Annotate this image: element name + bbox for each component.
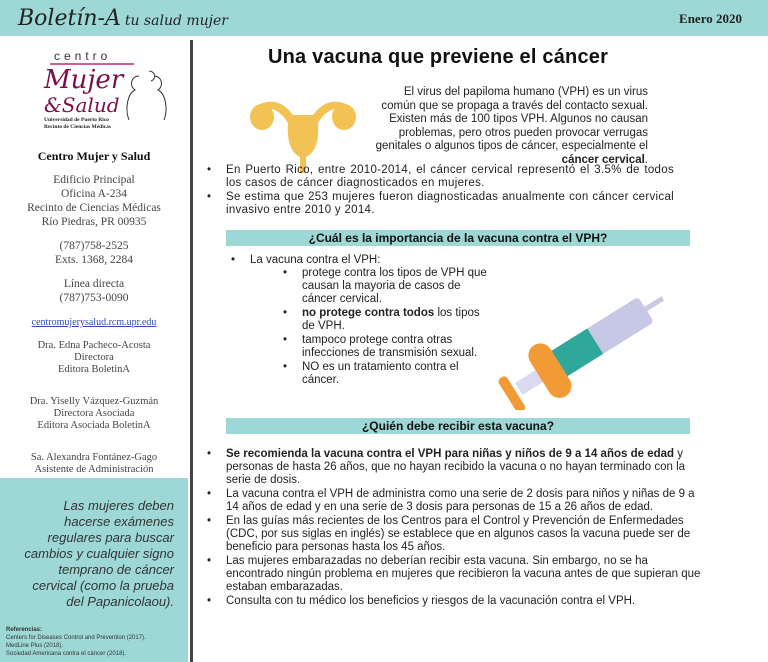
bold-text: no protege contra todos: [302, 307, 435, 319]
syringe-illustration: [488, 290, 678, 415]
list-item: • En las guías más recientes de los Centros para el Control y Prevención de Enfermedades (CDC, por sus siglas en inglés) se establece que en algunos casos la vacuna puede ser de beneficio para personas hasta los 45 años.: [204, 515, 704, 554]
list-lead: La vacuna contra el VPH:: [250, 254, 381, 266]
list-item: • Las mujeres embarazadas no deberían recibir esta vacuna. Sin embargo, no se ha encontrado ningún problema en mujeres que recibieron la vacuna antes de que supieran que estaban embarazadas.: [204, 555, 704, 594]
address-line: Río Piedras, PR 00935: [41, 216, 147, 228]
importance-sublist: [280, 267, 488, 387]
staff-3: [0, 452, 188, 476]
address-line: Recinto de Ciencias Médicas: [27, 202, 161, 214]
address-line: Edificio Principal: [53, 174, 135, 186]
item-text: los tipos de VPH.: [302, 307, 480, 332]
website-link[interactable]: centromujerysalud.rcm.upr.edu: [31, 317, 157, 328]
staff-1: [0, 340, 188, 376]
list-item: • protege contra los tipos de VPH que causan la mayoria de casos de cáncer cervical.: [280, 267, 488, 306]
brand-tagline: tu salud mujer: [124, 13, 228, 29]
item-text: y personas de hasta 26 años, que no hayan recibido la vacuna o no hayan terminado con la serie de dosis.: [226, 448, 686, 486]
intro-end: .: [644, 153, 648, 166]
address-line: Oficina A-234: [60, 188, 128, 200]
reference: MedLine Plus (2018).: [6, 643, 64, 649]
header-bar: [0, 0, 768, 36]
direct-line: [0, 277, 188, 305]
staff-role: Directora: [74, 352, 114, 363]
sidebar: [0, 40, 188, 476]
direct-line-label: Línea directa: [63, 278, 125, 290]
stats-list: [204, 164, 674, 218]
section-heading-who: ¿Quién debe recibir esta vacuna?: [226, 418, 690, 434]
issue-date: Enero 2020: [679, 11, 742, 26]
staff-2: [0, 396, 188, 432]
svg-text:Mujer: Mujer: [44, 65, 124, 95]
staff-name: Dra. Edna Pacheco-Acosta: [37, 340, 151, 351]
intro-paragraph: [370, 86, 648, 167]
svg-text:Recinto de Ciencias Médicas: Recinto de Ciencias Médicas: [44, 124, 112, 130]
staff-name: Sa. Alexandra Fontánez-Gago: [30, 452, 158, 463]
reference: Centers for Diseases Control and Prevention (2017).: [6, 635, 146, 641]
bold-text: Se recomienda la vacuna contra el VPH para niñas y niños de 9 a 14 años de edad: [226, 448, 675, 460]
svg-text:centro: centro: [54, 49, 112, 63]
phone-extensions: Exts. 1368, 2284: [55, 254, 133, 266]
list-item: • En Puerto Rico, entre 2010-2014, el cáncer cervical representó el 3.5% de todos los casos de cáncer diagnosticados en mujeres.: [204, 164, 674, 190]
staff-name: Dra. Yiselly Vázquez-Guzmán: [29, 396, 159, 407]
centro-mujer-salud-logo: [14, 46, 174, 131]
section-heading-importance: ¿Cuál es la importancia de la vacuna contra el VPH?: [226, 230, 690, 246]
newsletter-brand: [18, 6, 228, 31]
svg-text:&Salud: &Salud: [44, 93, 120, 117]
references: [6, 626, 146, 658]
intro-bold: cáncer cervical: [561, 153, 645, 166]
column-divider: [190, 40, 193, 662]
staff-role: Editora Asociada BoletinA: [37, 420, 151, 431]
reference: Sociedad Americana contra el cáncer (2018).: [6, 651, 127, 657]
phone: [0, 239, 188, 267]
list-item: • Se estima que 253 mujeres fueron diagnosticadas anualmente con cáncer cervical invasivo entre 2010 y 2014.: [204, 191, 674, 217]
intro-text: El virus del papiloma humano (VPH) es un virus común que se propaga a través del contacto sexual. Existen más de 100 tipos VPH. Algunos no causan problemas, pero otros pueden provocar verrugas genitales o algunos tipos de cáncer, especialmente el: [375, 86, 648, 152]
sidebar-callout: [0, 478, 188, 662]
phone-number: (787)758-2525: [59, 240, 129, 252]
staff-role: Editora BoletinA: [57, 364, 131, 375]
org-name: Centro Mujer y Salud: [37, 149, 151, 163]
svg-text:Universidad de Puerto Rico: Universidad de Puerto Rico: [44, 117, 109, 123]
brand-name: Boletín-A: [18, 6, 121, 31]
staff-role: Asistente de Administración: [34, 464, 154, 475]
list-item: • Consulta con tu médico los beneficios y riesgos de la vacunación contra el VPH.: [204, 595, 704, 608]
list-item: • NO es un tratamiento contra el cáncer.: [280, 361, 488, 387]
article-title: Una vacuna que previene el cáncer: [268, 46, 609, 68]
callout-quote: Las mujeres deben hacerse exámenes regulares para buscar cambios y cualquier signo temprano de cáncer cervical (como la prueba del Papanicolaou).: [24, 498, 174, 609]
address: [0, 173, 188, 229]
importance-list: [228, 254, 488, 388]
direct-line-number: (787)753-0090: [59, 292, 129, 304]
list-item: • La vacuna contra el VPH de administra como una serie de 2 dosis para niños y niñas de 9 a 14 años de edad y en una serie de 3 dosis para personas de 15 a 26 años de edad.: [204, 488, 704, 514]
list-item: [228, 254, 488, 387]
list-item: [280, 307, 488, 333]
list-item: • tampoco protege contra otras infecciones de transmisión sexual.: [280, 334, 488, 360]
references-title: Referencias:: [6, 627, 43, 633]
who-list: [204, 448, 704, 609]
staff-role: Directora Asociada: [53, 408, 135, 419]
list-item: [204, 448, 704, 487]
